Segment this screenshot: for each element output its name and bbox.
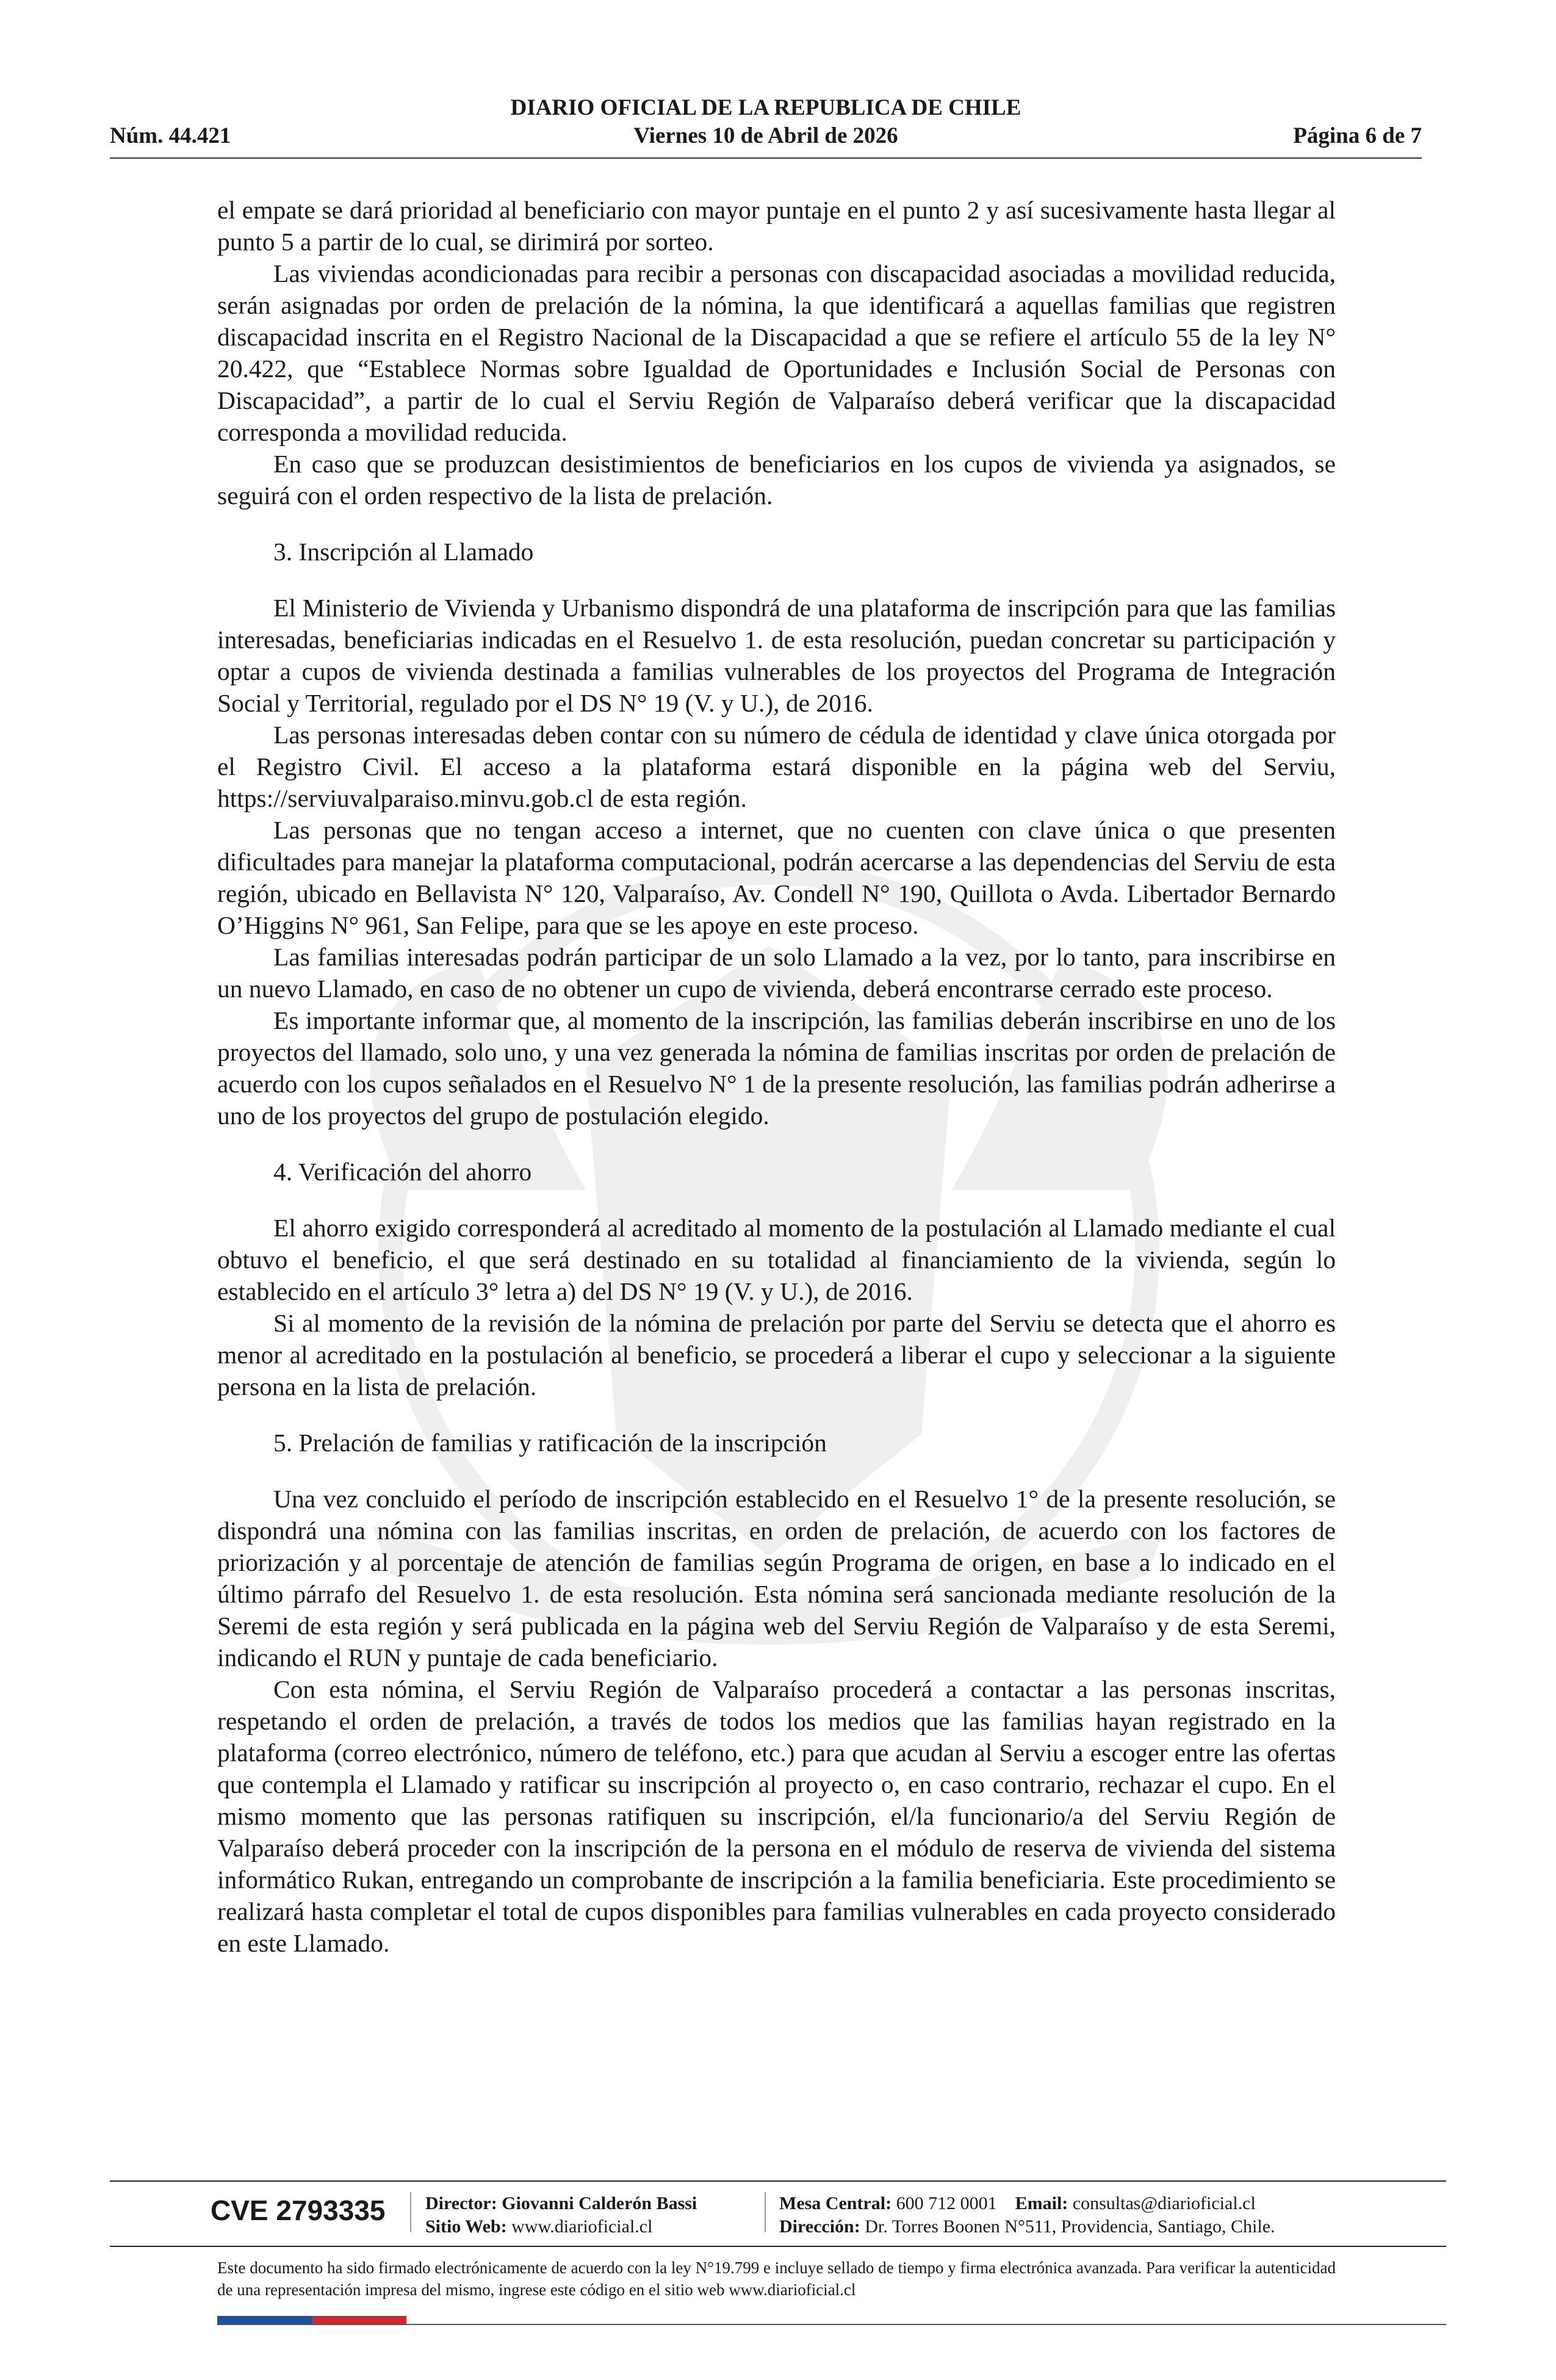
page-header: [110, 95, 1422, 162]
paragraph: Las viviendas acondicionadas para recibir a personas con discapacidad asociadas a movilidad reducida, serán asignadas por orden de prelación de la nómina, la que identificará a aquellas familias que registren discapacidad inscrita en el Registro Nacional de la Discapacidad a que se refiere el artículo 55 de la ley N° 20.422, que “Establece Normas sobre Igualdad de Oportunidades e Inclusión Social de Personas con Discapacidad”, a partir de lo cual el Serviu Región de Valparaíso deberá verificar que la discapacidad corresponda a movilidad reducida.: [217, 259, 1336, 446]
site-link[interactable]: www.diarioficial.cl: [511, 2216, 653, 2237]
cve-code: CVE 2793335: [211, 2194, 386, 2226]
email-label: Email:: [1015, 2193, 1068, 2213]
address-value: Dr. Torres Boonen N°511, Providencia, Santiago, Chile.: [865, 2216, 1275, 2237]
paragraph: En caso que se produzcan desistimientos de beneficiarios en los cupos de vivienda ya asignados, se seguirá con el orden respectivo de la lista de prelación.: [217, 450, 1336, 510]
footer-contact-block: [779, 2192, 1275, 2238]
flag-red-segment: [312, 2316, 406, 2324]
publication-date: Viernes 10 de Abril de 2026: [633, 123, 898, 148]
footer-divider-bottom: [217, 2324, 1446, 2325]
mesa-label: Mesa Central:: [779, 2193, 892, 2213]
paragraph: Las personas interesadas deben contar con su número de cédula de identidad y clave única otorgada por el Registro Civil. El acceso a la plataforma estará disponible en la página web del Serviu, https://serviuvalparaiso.minvu.gob.cl de esta región.: [217, 721, 1336, 812]
site-label: Sitio Web:: [425, 2216, 507, 2237]
director-name: Giovanni Calderón Bassi: [502, 2193, 697, 2213]
address-label: Dirección:: [779, 2216, 860, 2237]
publication-title: DIARIO OFICIAL DE LA REPUBLICA DE CHILE: [510, 95, 1021, 120]
section-heading-5: 5. Prelación de familias y ratificación de la inscripción: [273, 1429, 827, 1457]
issue-number: Núm. 44.421: [110, 123, 231, 148]
paragraph: Es importante informar que, al momento de la inscripción, las familias deberán inscribirse en uno de los proyectos del llamado, solo uno, y una vez generada la nómina de familias inscritas por orden de prelación de acuerdo con los cupos señalados en el Resuelvo N° 1 de la presente resolución, las familias podrán adherirse a uno de los proyectos del grupo de postulación elegido.: [217, 1006, 1336, 1130]
section-heading-3: 3. Inscripción al Llamado: [273, 538, 534, 566]
authenticity-notice: Este documento ha sido firmado electrónicamente de acuerdo con la ley N°19.799 e incluye sellado de tiempo y firma electrónica avanzada. Para verificar la autenticidad de una representación impresa del mismo, ingrese este código en el sitio web www.diarioficial.cl: [217, 2259, 1336, 2299]
paragraph: Una vez concluido el período de inscripción establecido en el Resuelvo 1° de la presente resolución, se dispondrá una nómina con las familias inscritas, en orden de prelación, de acuerdo con los factores de priorización y al porcentaje de atención de familias según Programa de origen, en base a lo indicado en el último párrafo del Resuelvo 1. de esta resolución. Esta nómina será sancionada mediante resolución de la Seremi de esta región y será publicada en la página web del Serviu Región de Valparaíso y de esta Seremi, indicando el RUN y puntaje de cada beneficiario.: [217, 1485, 1336, 1671]
paragraph: El ahorro exigido corresponderá al acreditado al momento de la postulación al Llamado mediante el cual obtuvo el beneficio, el que será destinado en su totalidad al financiamiento de la vivienda, según lo establecido en el artículo 3° letra a) del DS N° 19 (V. y U.), de 2016.: [217, 1214, 1336, 1305]
chile-flag-bar: [217, 2316, 406, 2324]
footer-separator: [765, 2192, 766, 2232]
footer-director-block: [425, 2192, 697, 2238]
page-number: Página 6 de 7: [1293, 123, 1422, 148]
paragraph: El Ministerio de Vivienda y Urbanismo dispondrá de una plataforma de inscripción para que las familias interesadas, beneficiarias indicadas en el Resuelvo 1. de esta resolución, puedan concretar su participación y optar a cupos de vivienda destinada a familias vulnerables de los proyectos del Programa de Integración Social y Territorial, regulado por el DS N° 19 (V. y U.), de 2016.: [217, 594, 1336, 717]
header-divider: [110, 157, 1422, 159]
paragraph: Con esta nómina, el Serviu Región de Valparaíso procederá a contactar a las personas inscritas, respetando el orden de prelación, a través de todos los medios que las familias hayan registrado en la plataforma (correo electrónico, número de teléfono, etc.) para que acudan al Serviu a escoger entre las ofertas que contempla el Llamado y ratificar su inscripción al proyecto o, en caso contrario, rechazar el cupo. En el mismo momento que las personas ratifiquen su inscripción, el/la funcionario/a del Serviu Región de Valparaíso deberá proceder con la inscripción de la persona en el módulo de reserva de vivienda del sistema informático Rukan, entregando un comprobante de inscripción a la familia beneficiaria. Este procedimiento se realizará hasta completar el total de cupos disponibles para familias vulnerables en cada proyecto considerado en este Llamado.: [217, 1675, 1336, 1957]
footer-divider-top: [110, 2180, 1446, 2182]
mesa-phone: 600 712 0001: [896, 2193, 997, 2213]
section-heading-4: 4. Verificación del ahorro: [273, 1158, 532, 1186]
paragraph: Las familias interesadas podrán participar de un solo Llamado a la vez, por lo tanto, para inscribirse en un nuevo Llamado, en caso de no obtener un cupo de vivienda, deberá encontrarse cerrado este proceso.: [217, 943, 1336, 1003]
flag-blue-segment: [217, 2316, 312, 2324]
director-label: Director:: [425, 2193, 497, 2213]
document-body: [217, 194, 1336, 1959]
paragraph: Si al momento de la revisión de la nómina de prelación por parte del Serviu se detecta que el ahorro es menor al acreditado en la postulación al beneficio, se procederá a liberar el cupo y seleccionar a la siguiente persona en la lista de prelación.: [217, 1309, 1336, 1401]
footer-separator: [410, 2192, 411, 2232]
footer-divider-mid: [110, 2246, 1446, 2247]
email-link[interactable]: consultas@diarioficial.cl: [1072, 2193, 1256, 2213]
paragraph: el empate se dará prioridad al beneficiario con mayor puntaje en el punto 2 y así sucesivamente hasta llegar al punto 5 a partir de lo cual, se dirimirá por sorteo.: [217, 196, 1336, 256]
paragraph: Las personas que no tengan acceso a internet, que no cuenten con clave única o que presenten dificultades para manejar la plataforma computacional, podrán acercarse a las dependencias del Serviu de esta región, ubicado en Bellavista N° 120, Valparaíso, Av. Condell N° 190, Quillota o Avda. Libertador Bernardo O’Higgins N° 961, San Felipe, para que se les apoye en este proceso.: [217, 816, 1336, 939]
